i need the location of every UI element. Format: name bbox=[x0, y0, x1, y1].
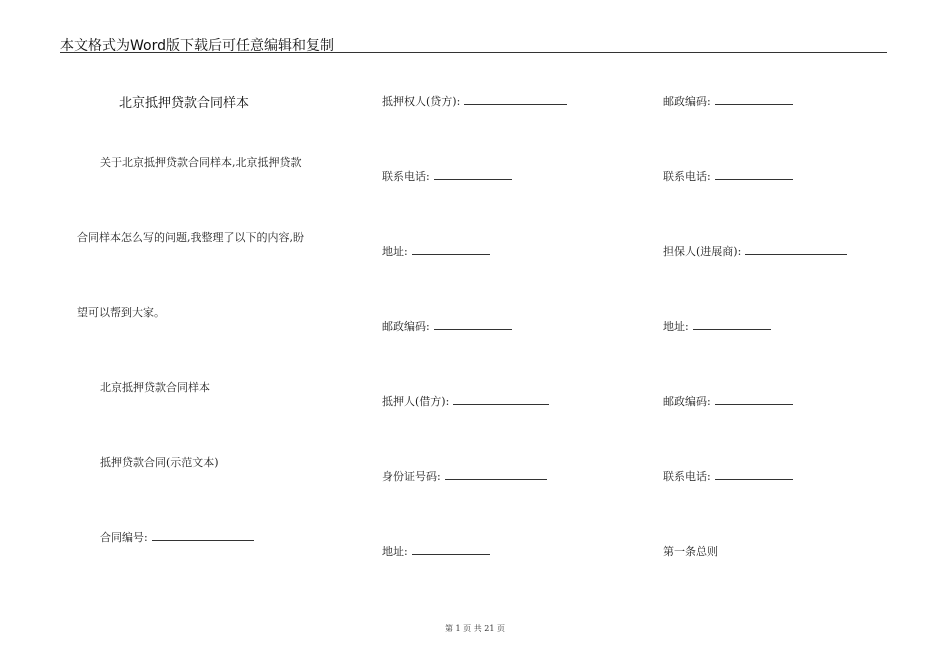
id-number-blank bbox=[445, 469, 547, 480]
mortgagor-address-blank bbox=[412, 544, 490, 555]
id-number-field bbox=[382, 468, 547, 484]
guarantor-blank bbox=[745, 244, 847, 255]
guarantor-address-blank bbox=[693, 319, 771, 330]
document-title: 北京抵押贷款合同样本 bbox=[119, 96, 250, 111]
mortgagor-field bbox=[382, 393, 549, 409]
id-number-label: 身份证号码: bbox=[382, 470, 441, 483]
mortgagor-blank bbox=[453, 394, 549, 405]
page-number: 第 1 页 共 21 页 bbox=[445, 624, 505, 633]
guarantor-phone-label: 联系电话: bbox=[663, 470, 711, 483]
article-1-heading: 第一条总则 bbox=[663, 545, 718, 558]
phone-blank bbox=[715, 169, 793, 180]
phone-field bbox=[663, 168, 793, 184]
guarantor-phone-blank bbox=[715, 469, 793, 480]
postcode-label: 邮政编码: bbox=[663, 95, 711, 108]
header-title: 本文格式为Word版下载后可任意编辑和复制 bbox=[60, 38, 334, 54]
mortgagee-phone-field bbox=[382, 168, 512, 184]
contract-number-label: 合同编号: bbox=[100, 531, 148, 544]
postcode-field bbox=[663, 93, 793, 109]
mortgagee-address-blank bbox=[412, 244, 490, 255]
guarantor-postcode-label: 邮政编码: bbox=[663, 395, 711, 408]
intro-line-3: 望可以帮到大家。 bbox=[77, 306, 165, 319]
contract-number-field bbox=[100, 529, 254, 545]
mortgagor-address-field bbox=[382, 543, 490, 559]
mortgagee-phone-blank bbox=[434, 169, 512, 180]
intro-line-1: 关于北京抵押贷款合同样本,北京抵押贷款 bbox=[100, 156, 302, 169]
guarantor-postcode-field bbox=[663, 393, 793, 409]
guarantor-postcode-blank bbox=[715, 394, 793, 405]
guarantor-address-field bbox=[663, 318, 771, 334]
mortgagee-address-label: 地址: bbox=[382, 245, 408, 258]
contract-name: 抵押贷款合同(示范文本) bbox=[100, 456, 219, 469]
mortgagee-field bbox=[382, 93, 567, 109]
intro-line-2: 合同样本怎么写的问题,我整理了以下的内容,盼 bbox=[77, 231, 304, 244]
mortgagee-postcode-label: 邮政编码: bbox=[382, 320, 430, 333]
mortgagor-label: 抵押人(借方): bbox=[382, 395, 450, 408]
mortgagee-phone-label: 联系电话: bbox=[382, 170, 430, 183]
mortgagee-label: 抵押权人(贷方): bbox=[382, 95, 461, 108]
header-divider bbox=[60, 52, 887, 53]
mortgagee-address-field bbox=[382, 243, 490, 259]
section-subtitle: 北京抵押贷款合同样本 bbox=[100, 381, 210, 394]
postcode-blank bbox=[715, 94, 793, 105]
mortgagee-postcode-blank bbox=[434, 319, 512, 330]
mortgagee-blank bbox=[464, 94, 567, 105]
guarantor-phone-field bbox=[663, 468, 793, 484]
mortgagor-address-label: 地址: bbox=[382, 545, 408, 558]
mortgagee-postcode-field bbox=[382, 318, 512, 334]
phone-label: 联系电话: bbox=[663, 170, 711, 183]
guarantor-address-label: 地址: bbox=[663, 320, 689, 333]
guarantor-field bbox=[663, 243, 847, 259]
guarantor-label: 担保人(进展商): bbox=[663, 245, 742, 258]
contract-number-blank bbox=[152, 530, 254, 541]
